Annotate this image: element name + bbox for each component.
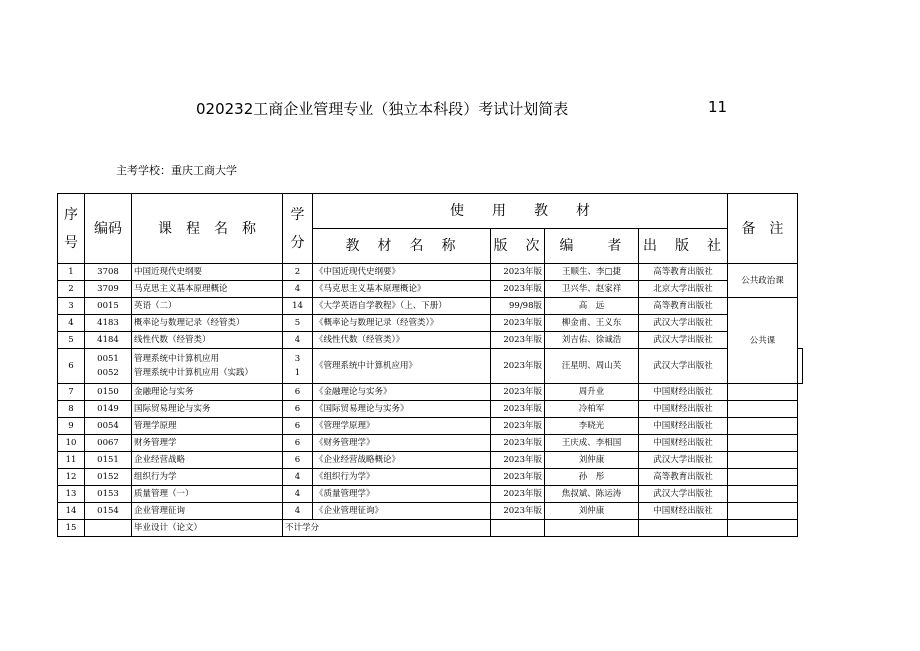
cell-credit: 4: [283, 281, 313, 298]
table-row: [58, 452, 803, 469]
cell-course-name: 金融理论与实务: [132, 384, 283, 401]
cell-code: 0152: [85, 469, 132, 486]
cell-credit: 不计学分: [283, 520, 491, 537]
header-remark: 备 注: [728, 194, 798, 264]
cell-code: 0154: [85, 503, 132, 520]
cell-edition: 2023年版: [491, 435, 545, 452]
cell-seq: 6: [58, 349, 85, 384]
cell-author: 李晓光: [545, 418, 639, 435]
cell-edition: 2023年版: [491, 503, 545, 520]
table-row: [58, 264, 803, 281]
cell-course-name: 质量管理（一）: [132, 486, 283, 503]
cell-seq: 11: [58, 452, 85, 469]
cell-remark: [798, 349, 803, 384]
cell-remark: [728, 469, 798, 486]
cell-code: 0151: [85, 452, 132, 469]
cell-textbook: 《中国近现代史纲要》: [313, 264, 491, 281]
cell-seq: 14: [58, 503, 85, 520]
cell-author: 孙 彤: [545, 469, 639, 486]
table-row: [58, 401, 803, 418]
cell-publisher: 高等教育出版社: [639, 298, 728, 315]
header-seq: 序 号: [58, 194, 85, 264]
cell-edition: 2023年版: [491, 315, 545, 332]
table-row: [58, 349, 803, 384]
cell-credit: 4: [283, 486, 313, 503]
cell-course-name: 毕业设计（论文）: [132, 520, 283, 537]
cell-credit: 6: [283, 401, 313, 418]
cell-author: 柳金甫、王义东: [545, 315, 639, 332]
cell-author: 刘吉佑、徐诚浩: [545, 332, 639, 349]
cell-course-name: 中国近现代史纲要: [132, 264, 283, 281]
cell-code: 0067: [85, 435, 132, 452]
cell-publisher: 中国财经出版社: [639, 435, 728, 452]
header-edition: 版 次: [491, 229, 545, 264]
cell-author: 王庆成、李相国: [545, 435, 639, 452]
cell-seq: 12: [58, 469, 85, 486]
cell-edition: 2023年版: [491, 418, 545, 435]
cell-course-name: 马克思主义基本原理概论: [132, 281, 283, 298]
cell-edition: 2023年版: [491, 486, 545, 503]
cell-remark: [728, 520, 798, 537]
cell-textbook: 《财务管理学》: [313, 435, 491, 452]
cell-textbook: 《概率论与数理记录（经管类）》: [313, 315, 491, 332]
cell-textbook: 《线性代数（经管类）》: [313, 332, 491, 349]
cell-code: 3709: [85, 281, 132, 298]
remark-public: 公共课: [728, 298, 798, 384]
cell-remark: [728, 503, 798, 520]
cell-credit: 3 1: [283, 349, 313, 384]
cell-course-name: 企业管理征询: [132, 503, 283, 520]
cell-course-name: 组织行为学: [132, 469, 283, 486]
cell-seq: 5: [58, 332, 85, 349]
cell-remark: [728, 401, 798, 418]
cell-edition: 2023年版: [491, 452, 545, 469]
cell-publisher: 高等教育出版社: [639, 469, 728, 486]
cell-seq: 15: [58, 520, 85, 537]
cell-credit: 6: [283, 384, 313, 401]
remark-politics: 公共政治课: [728, 264, 798, 298]
table-body: [58, 194, 803, 537]
cell-credit: 6: [283, 418, 313, 435]
cell-textbook: 《企业管理征询》: [313, 503, 491, 520]
cell-textbook: 《组织行为学》: [313, 469, 491, 486]
cell-seq: 13: [58, 486, 85, 503]
table-row: [58, 332, 803, 349]
cell-seq: 7: [58, 384, 85, 401]
cell-seq: 9: [58, 418, 85, 435]
cell-author: 卫兴华、赵家祥: [545, 281, 639, 298]
cell-textbook: 《管理学原理》: [313, 418, 491, 435]
header-course-name: 课 程 名 称: [132, 194, 283, 264]
table-row: [58, 298, 803, 315]
cell-code: 0153: [85, 486, 132, 503]
cell-publisher: 高等教育出版社: [639, 264, 728, 281]
cell-edition: 99/98版: [491, 298, 545, 315]
cell-code: 0149: [85, 401, 132, 418]
cell-edition: 2023年版: [491, 384, 545, 401]
cell-author: [545, 520, 639, 537]
cell-edition: [491, 520, 545, 537]
cell-seq: 3: [58, 298, 85, 315]
cell-credit: 4: [283, 503, 313, 520]
table-row: [58, 503, 803, 520]
cell-edition: 2023年版: [491, 401, 545, 418]
cell-course-name: 英语（二）: [132, 298, 283, 315]
cell-credit: 2: [283, 264, 313, 281]
cell-textbook: 《企业经营战略概论》: [313, 452, 491, 469]
cell-publisher: 中国财经出版社: [639, 503, 728, 520]
header-code: 编码: [85, 194, 132, 264]
cell-author: 王顺生、李□捷: [545, 264, 639, 281]
page-title: 020232工商企业管理专业（独立本科段）考试计划简表: [196, 100, 569, 118]
cell-remark: [728, 435, 798, 452]
cell-edition: 2023年版: [491, 469, 545, 486]
cell-credit: 6: [283, 435, 313, 452]
cell-author: 周升业: [545, 384, 639, 401]
cell-publisher: 武汉大学出版社: [639, 452, 728, 469]
header-textbook-group: 使 用 教 材: [313, 194, 728, 229]
cell-course-name: 国际贸易理论与实务: [132, 401, 283, 418]
cell-course-name: 企业经营战略: [132, 452, 283, 469]
cell-textbook: 《马克思主义基本原理概论》: [313, 281, 491, 298]
cell-publisher: 中国财经出版社: [639, 384, 728, 401]
cell-credit: 14: [283, 298, 313, 315]
cell-remark: [728, 452, 798, 469]
cell-author: 汪星明、周山芙: [545, 349, 639, 384]
cell-publisher: [639, 520, 728, 537]
header-credit: 学 分: [283, 194, 313, 264]
table-row: [58, 520, 803, 537]
table-row: [58, 418, 803, 435]
cell-course-name: 管理系统中计算机应用 管理系统中计算机应用（实践）: [132, 349, 283, 384]
table-row: [58, 281, 803, 298]
cell-edition: 2023年版: [491, 332, 545, 349]
cell-author: 冷柏军: [545, 401, 639, 418]
cell-publisher: 武汉大学出版社: [639, 315, 728, 332]
cell-course-name: 管理学原理: [132, 418, 283, 435]
page-number: 11: [708, 98, 728, 116]
cell-textbook: 《管理系统中计算机应用》: [313, 349, 491, 384]
table-row: [58, 469, 803, 486]
cell-edition: 2023年版: [491, 349, 545, 384]
cell-author: 刘仲康: [545, 452, 639, 469]
cell-seq: 8: [58, 401, 85, 418]
cell-credit: 4: [283, 469, 313, 486]
cell-textbook: 《质量管理学》: [313, 486, 491, 503]
table-row: [58, 435, 803, 452]
cell-seq: 10: [58, 435, 85, 452]
cell-code: 0051 0052: [85, 349, 132, 384]
cell-textbook: 《国际贸易理论与实务》: [313, 401, 491, 418]
cell-code: [85, 520, 132, 537]
cell-remark: [728, 486, 798, 503]
cell-publisher: 武汉大学出版社: [639, 332, 728, 349]
table-row: [58, 384, 803, 401]
cell-remark: [728, 418, 798, 435]
table-row: [58, 315, 803, 332]
table-row: [58, 486, 803, 503]
cell-publisher: 北京大学出版社: [639, 281, 728, 298]
cell-code: 4183: [85, 315, 132, 332]
cell-credit: 4: [283, 332, 313, 349]
cell-course-name: 线性代数（经管类）: [132, 332, 283, 349]
cell-author: 刘仲康: [545, 503, 639, 520]
cell-seq: 1: [58, 264, 85, 281]
header-publisher: 出 版 社: [639, 229, 728, 264]
cell-remark: [728, 384, 798, 401]
cell-publisher: 武汉大学出版社: [639, 486, 728, 503]
cell-code: 0150: [85, 384, 132, 401]
cell-edition: 2023年版: [491, 281, 545, 298]
exam-school: 主考学校：重庆工商大学: [116, 164, 237, 177]
cell-publisher: 武汉大学出版社: [639, 349, 728, 384]
cell-code: 3708: [85, 264, 132, 281]
cell-edition: 2023年版: [491, 264, 545, 281]
cell-seq: 4: [58, 315, 85, 332]
header-textbook-name: 教 材 名 称: [313, 229, 491, 264]
cell-textbook: 《大学英语自学教程》（上、下册）: [313, 298, 491, 315]
cell-code: 0054: [85, 418, 132, 435]
cell-publisher: 中国财经出版社: [639, 401, 728, 418]
cell-course-name: 概率论与数理记录（经管类）: [132, 315, 283, 332]
cell-credit: 6: [283, 452, 313, 469]
cell-credit: 5: [283, 315, 313, 332]
cell-code: 4184: [85, 332, 132, 349]
cell-seq: 2: [58, 281, 85, 298]
cell-textbook: 《金融理论与实务》: [313, 384, 491, 401]
cell-course-name: 财务管理学: [132, 435, 283, 452]
header-author: 编 者: [545, 229, 639, 264]
cell-publisher: 中国财经出版社: [639, 418, 728, 435]
exam-plan-table: [57, 193, 803, 537]
cell-author: 高 远: [545, 298, 639, 315]
cell-code: 0015: [85, 298, 132, 315]
cell-author: 焦叔斌、陈运涛: [545, 486, 639, 503]
